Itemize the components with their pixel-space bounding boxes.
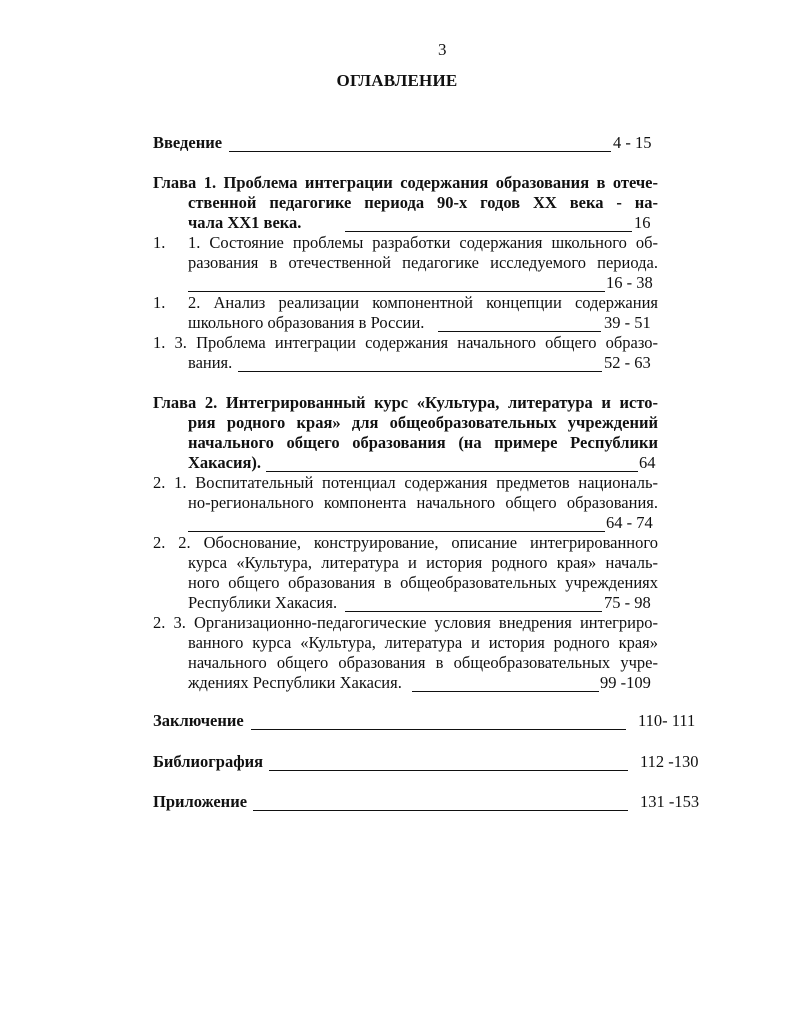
chapter2-heading-line: Глава 2. Интегрированный курс «Культура, литература и исто- <box>153 393 658 412</box>
chapter2-heading-line: Хакасия). <box>188 453 262 472</box>
leader-line <box>269 770 628 771</box>
section-title-line: ного общего образования в общеобразовательных учреждениях <box>188 573 658 592</box>
leader-line <box>229 151 611 152</box>
leader-line <box>188 291 605 292</box>
leader-line <box>412 691 599 692</box>
section-pages: 16 - 38 <box>606 273 653 292</box>
section-title-line: Республики Хакасия. <box>188 593 338 612</box>
leader-line <box>238 371 602 372</box>
section-pages: 64 - 74 <box>606 513 653 532</box>
appendix-pages: 131 -153 <box>640 792 700 811</box>
section-title-line: 1. 3. Проблема интеграции содержания начального общего образо- <box>153 333 658 352</box>
leader-line <box>438 331 601 332</box>
leader-line <box>345 611 602 612</box>
section-title-line: 2. 2. Обоснование, конструирование, описание интегрированного <box>153 533 658 552</box>
section-title-line: начального общего образования в общеобразовательных учре- <box>188 653 658 672</box>
section-title-line: 2. Анализ реализации компонентной концепции содержания <box>188 293 658 312</box>
section-pages: 39 - 51 <box>604 313 651 332</box>
section-number: 1. <box>153 293 166 312</box>
section-pages: 99 -109 <box>600 673 651 692</box>
chapter1-pages: 16 <box>634 213 651 232</box>
conclusion-label: Заключение <box>153 711 244 730</box>
leader-line <box>253 810 628 811</box>
conclusion-pages: 110- 111 <box>638 711 696 730</box>
intro-pages: 4 - 15 <box>613 133 652 152</box>
page-title: ОГЛАВЛЕНИЕ <box>336 71 458 90</box>
leader-line <box>345 231 632 232</box>
section-title-line: курса «Культура, литература и история родного края» началь- <box>188 553 658 572</box>
leader-line <box>188 531 605 532</box>
chapter1-heading-line: ственной педагогике периода 90-х годов XX века - на- <box>188 193 658 212</box>
section-title-line: разования в отечественной педагогике исследуемого периода. <box>188 253 658 272</box>
section-title-line: вания. <box>188 353 233 372</box>
section-title-line: школьного образования в России. <box>188 313 425 332</box>
section-title-line: 1. Состояние проблемы разработки содержания школьного об- <box>188 233 658 252</box>
section-title-line: ванного курса «Культура, литература и история родного края» <box>188 633 658 652</box>
chapter2-heading-line: рия родного края» для общеобразовательных учреждений <box>188 413 658 432</box>
chapter2-heading-line: начального общего образования (на примере Республики <box>188 433 658 452</box>
section-title-line: 2. 3. Организационно-педагогические условия внедрения интегриро- <box>153 613 658 632</box>
leader-line <box>266 471 638 472</box>
section-pages: 52 - 63 <box>604 353 651 372</box>
section-title-line: но-регионального компонента начального общего образования. <box>188 493 658 512</box>
section-number: 1. <box>153 233 166 252</box>
section-title-line: 2. 1. Воспитательный потенциал содержания предметов националь- <box>153 473 658 492</box>
appendix-label: Приложение <box>153 792 248 811</box>
leader-line <box>251 729 626 730</box>
section-pages: 75 - 98 <box>604 593 651 612</box>
chapter2-pages: 64 <box>639 453 656 472</box>
bibliography-pages: 112 -130 <box>640 752 699 771</box>
intro-label: Введение <box>153 133 223 152</box>
chapter1-heading-line: Глава 1. Проблема интеграции содержания образования в отече- <box>153 173 658 192</box>
page-number: 3 <box>438 40 447 59</box>
section-title-line: ждениях Республики Хакасия. <box>188 673 402 692</box>
bibliography-label: Библиография <box>153 752 264 771</box>
chapter1-heading-line: чала XX1 века. <box>188 213 302 232</box>
